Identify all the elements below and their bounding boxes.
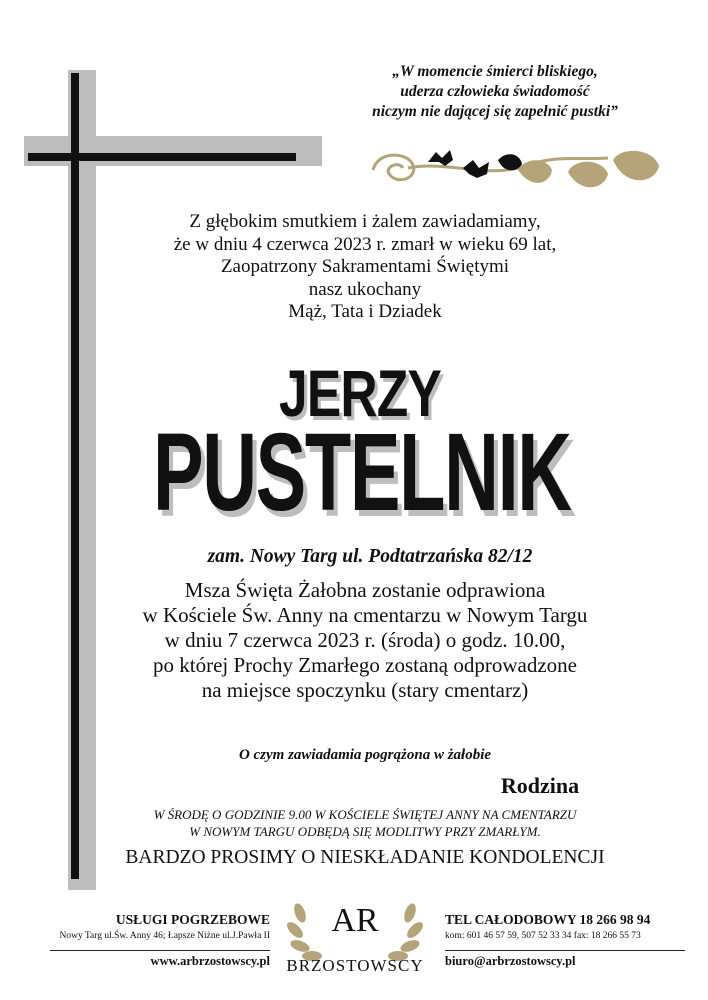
cross-shadow-horizontal: [24, 136, 322, 166]
surname: PUSTELNIK: [153, 411, 571, 534]
intro-line: Z głębokim smutkiem i żalem zawiadamiamy,: [189, 211, 541, 232]
email-link[interactable]: biuro@arbrzostowscy.pl: [445, 954, 576, 968]
cross-horizontal-beam: [28, 153, 296, 161]
phone-title: TEL CAŁODOBOWY 18 266 98 94: [445, 912, 651, 927]
intro-line: Zaopatrzony Sakramentami Świętymi: [220, 256, 510, 277]
footer-divider-left: [50, 950, 270, 951]
mourning-notice: O czym zawiadamia pogrążona w żałobie: [238, 747, 492, 763]
intro: [150, 211, 580, 324]
prayer-notice: [120, 806, 610, 840]
logo-initials: AR: [331, 902, 379, 939]
mass-line: Msza Święta Żałobna zostanie odprawiona: [184, 578, 546, 602]
contact-numbers: kom: 601 46 57 59, 507 52 33 34 fax: 18 266 55 73: [445, 931, 641, 941]
first-name: JERZY: [278, 356, 442, 430]
mass-line: w dniu 7 czerwca 2023 r. (środa) o godz. 10.00,: [164, 628, 566, 652]
condolence-request: BARDZO PROSIMY O NIESKŁADANIE KONDOLENCJI: [125, 847, 605, 868]
mass-line: po której Prochy Zmarłego zostaną odprowadzone: [153, 653, 577, 677]
cross-vertical-beam: [71, 73, 79, 879]
quote-line: niczym nie dającej się zapełnić pustki”: [372, 103, 618, 120]
prayer-notice-line: W ŚRODĘ O GODZINIE 9.00 W KOŚCIELE ŚWIĘTEJ ANNY NA CMENTARZU: [153, 807, 577, 822]
mass-info: [110, 578, 620, 703]
website-link[interactable]: www.arbrzostowscy.pl: [150, 954, 270, 968]
mass-line: w Kościele Św. Anny na cmentarzu w Nowym Targu: [142, 603, 588, 627]
quote-line: uderza człowieka świadomość: [400, 83, 590, 100]
funeral-services-address: Nowy Targ ul.Św. Anny 46; Łapsze Niżne ul.J.Pawła II: [59, 931, 270, 941]
quote-line: „W momencie śmierci bliskiego,: [392, 63, 598, 80]
address: zam. Nowy Targ ul. Podtatrzańska 82/12: [207, 546, 533, 567]
mass-line: na miejsce spoczynku (stary cmentarz): [201, 678, 529, 702]
intro-line: nasz ukochany: [308, 278, 422, 300]
intro-line: Mąż, Tata i Dziadek: [288, 301, 442, 322]
prayer-notice-line: W NOWYM TARGU ODBĘDĄ SIĘ MODLITWY PRZY ZMARŁYM.: [189, 824, 541, 839]
funeral-services-title: USŁUGI POGRZEBOWE: [115, 912, 270, 927]
intro-line: że w dniu 4 czerwca 2023 r. zmarł w wieku 69 lat,: [173, 233, 557, 255]
footer-divider-right: [445, 950, 685, 951]
leaf-ornament-icon: [368, 140, 678, 200]
family-signature: Rodzina: [500, 773, 580, 798]
logo-name: BRZOSTOWSCY: [286, 956, 424, 975]
quote: [330, 62, 660, 122]
